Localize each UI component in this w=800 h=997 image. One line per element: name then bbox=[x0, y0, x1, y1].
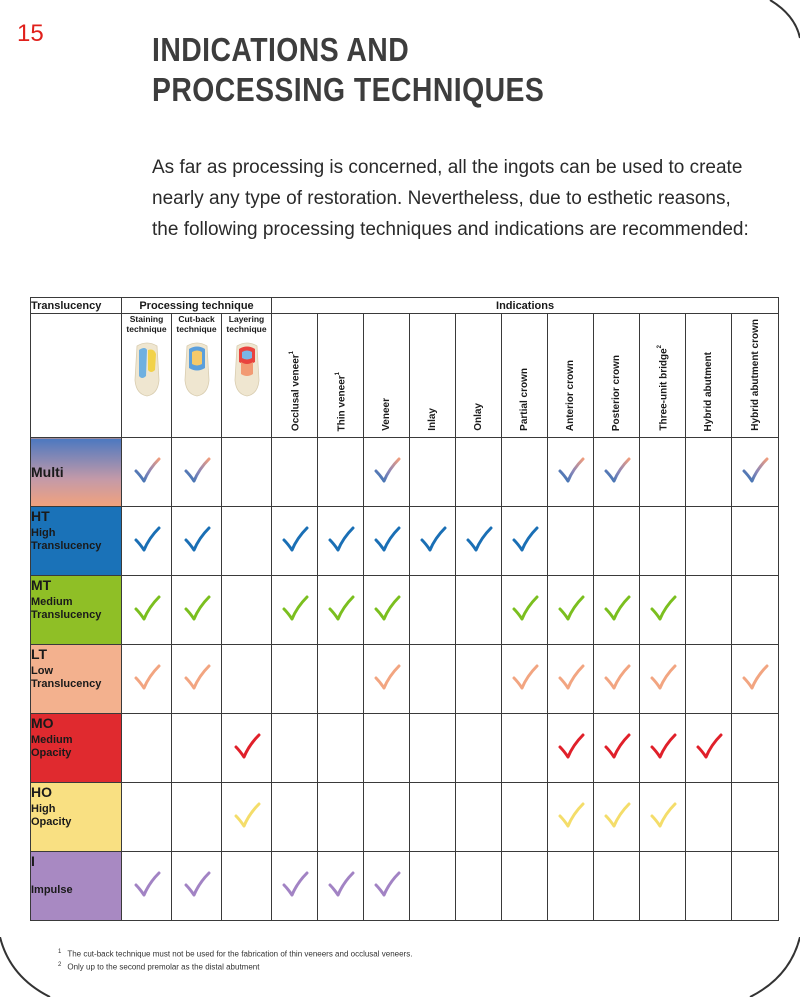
table-cell bbox=[686, 714, 732, 783]
table-cell bbox=[732, 714, 779, 783]
indication-column-header bbox=[410, 314, 456, 438]
table-cell bbox=[410, 507, 456, 576]
staining-tooth-icon bbox=[128, 340, 166, 398]
checkmark-icon bbox=[326, 524, 356, 554]
table-cell bbox=[594, 438, 640, 507]
checkmark-icon bbox=[602, 800, 632, 830]
table-cell bbox=[318, 783, 364, 852]
checkmark-icon bbox=[326, 869, 356, 899]
checkmark-icon bbox=[418, 524, 448, 554]
indication-label-text: Hybrid abutment crown bbox=[749, 319, 761, 431]
checkmark-icon bbox=[556, 662, 586, 692]
page-corner-arc-bottom-right bbox=[740, 937, 800, 997]
table-cell bbox=[594, 852, 640, 921]
table-cell bbox=[686, 576, 732, 645]
translucency-name-line2: Impulse bbox=[31, 884, 73, 896]
checkmark-icon bbox=[280, 524, 310, 554]
checkmark-icon bbox=[464, 524, 494, 554]
checkmark-icon bbox=[556, 455, 586, 485]
layering-tooth-icon bbox=[228, 340, 266, 398]
table-cell bbox=[732, 507, 779, 576]
table-row bbox=[31, 714, 779, 783]
translucency-abbreviation: I bbox=[31, 853, 35, 869]
translucency-label-cell bbox=[31, 576, 122, 645]
table-cell bbox=[640, 576, 686, 645]
table-cell bbox=[686, 507, 732, 576]
table-cell bbox=[502, 714, 548, 783]
translucency-name-line1: High bbox=[31, 803, 56, 815]
indication-label-text: Occlusal veneer bbox=[290, 354, 302, 431]
table-cell bbox=[410, 645, 456, 714]
indication-column-header bbox=[732, 314, 779, 438]
table-cell bbox=[364, 645, 410, 714]
checkmark-icon bbox=[232, 731, 262, 761]
table-cell bbox=[456, 438, 502, 507]
page-title bbox=[152, 30, 544, 110]
page-number: 15 bbox=[17, 20, 44, 47]
footnotes bbox=[58, 947, 412, 972]
translucency-name-line1: Low bbox=[31, 665, 53, 677]
table-cell bbox=[364, 852, 410, 921]
table-cell bbox=[640, 714, 686, 783]
table-subheader-row bbox=[31, 314, 779, 438]
table-cell bbox=[640, 783, 686, 852]
table-cell bbox=[732, 783, 779, 852]
checkmark-icon bbox=[372, 662, 402, 692]
translucency-name-line1: High bbox=[31, 527, 56, 539]
table-cell bbox=[318, 852, 364, 921]
table-cell bbox=[456, 783, 502, 852]
checkmark-icon bbox=[648, 800, 678, 830]
table-cell bbox=[222, 438, 272, 507]
indication-label-text: Onlay bbox=[473, 403, 484, 431]
checkmark-icon bbox=[602, 731, 632, 761]
checkmark-icon bbox=[648, 731, 678, 761]
table-cell bbox=[272, 783, 318, 852]
checkmark-icon bbox=[182, 869, 212, 899]
checkmark-icon bbox=[182, 455, 212, 485]
table-cell bbox=[122, 507, 172, 576]
indication-label-text: Veneer bbox=[381, 398, 392, 431]
table-cell bbox=[456, 852, 502, 921]
technique-label-line2: technique bbox=[226, 324, 267, 334]
indication-column-header bbox=[594, 314, 640, 438]
intro-paragraph: As far as processing is concerned, all the ingots can be used to create nearly any type of restoration. Nevertheless, due to esthetic reasons, the following processing techniques and indications are recommended: bbox=[152, 157, 749, 240]
table-cell bbox=[222, 783, 272, 852]
table-cell bbox=[122, 714, 172, 783]
table-cell bbox=[594, 507, 640, 576]
table-row bbox=[31, 852, 779, 921]
table-cell bbox=[594, 783, 640, 852]
checkmark-icon bbox=[556, 731, 586, 761]
table-cell bbox=[686, 645, 732, 714]
indications-table bbox=[30, 297, 779, 921]
checkmark-icon bbox=[232, 800, 262, 830]
table-cell bbox=[364, 507, 410, 576]
page-corner-arc-bottom-left bbox=[0, 937, 60, 997]
table-cell bbox=[732, 576, 779, 645]
indication-footnote-mark: 1 bbox=[335, 371, 342, 375]
cutback-tooth-icon bbox=[178, 340, 216, 398]
indication-label-text: Posterior crown bbox=[611, 354, 622, 431]
table-cell bbox=[548, 852, 594, 921]
table-cell bbox=[172, 576, 222, 645]
translucency-abbreviation: LT bbox=[31, 646, 48, 662]
table-cell bbox=[172, 852, 222, 921]
translucency-label-cell bbox=[31, 507, 122, 576]
technique-label-line2: technique bbox=[176, 324, 217, 334]
table-cell bbox=[222, 576, 272, 645]
table-cell bbox=[364, 714, 410, 783]
table-cell bbox=[548, 576, 594, 645]
translucency-label-cell bbox=[31, 714, 122, 783]
table-cell bbox=[172, 438, 222, 507]
header-processing-technique: Processing technique bbox=[122, 298, 272, 314]
technique-label-line2: technique bbox=[126, 324, 167, 334]
checkmark-icon bbox=[556, 593, 586, 623]
checkmark-icon bbox=[740, 662, 770, 692]
table-cell bbox=[640, 645, 686, 714]
checkmark-icon bbox=[602, 455, 632, 485]
table-cell bbox=[594, 714, 640, 783]
table-cell bbox=[456, 645, 502, 714]
translucency-name-line2: Translucency bbox=[31, 678, 102, 690]
table-row bbox=[31, 438, 779, 507]
indication-label-text: Hybrid abutment bbox=[703, 351, 714, 431]
indication-label bbox=[287, 351, 301, 431]
table-cell bbox=[410, 783, 456, 852]
table-cell bbox=[640, 852, 686, 921]
indication-column-header bbox=[686, 314, 732, 438]
table-cell bbox=[686, 783, 732, 852]
indication-label bbox=[565, 360, 576, 431]
table-cell bbox=[456, 507, 502, 576]
table-cell bbox=[502, 576, 548, 645]
table-cell bbox=[122, 852, 172, 921]
table-cell bbox=[456, 714, 502, 783]
indication-label bbox=[473, 403, 484, 431]
table-cell bbox=[594, 645, 640, 714]
table-row bbox=[31, 645, 779, 714]
checkmark-icon bbox=[132, 869, 162, 899]
table-cell bbox=[122, 783, 172, 852]
table-cell bbox=[122, 438, 172, 507]
translucency-name-line1: Medium bbox=[31, 596, 73, 608]
indication-footnote-mark: 1 bbox=[289, 350, 296, 355]
checkmark-icon bbox=[648, 593, 678, 623]
table-cell bbox=[364, 576, 410, 645]
table-cell bbox=[548, 507, 594, 576]
table-cell bbox=[172, 714, 222, 783]
translucency-name-line1: Medium bbox=[31, 734, 73, 746]
table-cell bbox=[410, 852, 456, 921]
table-cell bbox=[364, 783, 410, 852]
checkmark-icon bbox=[372, 869, 402, 899]
indication-label-text: Inlay bbox=[427, 408, 438, 431]
header-translucency: Translucency bbox=[31, 298, 122, 314]
table-cell bbox=[502, 783, 548, 852]
title-line-1: INDICATIONS AND bbox=[152, 31, 410, 68]
translucency-label-cell bbox=[31, 783, 122, 852]
table-cell bbox=[732, 852, 779, 921]
checkmark-icon bbox=[182, 662, 212, 692]
title-line-2: PROCESSING TECHNIQUES bbox=[152, 71, 545, 108]
table-cell bbox=[686, 852, 732, 921]
checkmark-icon bbox=[132, 524, 162, 554]
table-cell bbox=[456, 576, 502, 645]
translucency-abbreviation: HT bbox=[31, 508, 50, 524]
checkmark-icon bbox=[372, 593, 402, 623]
technique-label-line1: Layering bbox=[228, 314, 265, 324]
table-cell bbox=[122, 645, 172, 714]
checkmark-icon bbox=[740, 455, 770, 485]
table-cell bbox=[318, 438, 364, 507]
checkmark-icon bbox=[326, 593, 356, 623]
table-cell bbox=[222, 507, 272, 576]
table-cell bbox=[272, 852, 318, 921]
table-cell bbox=[172, 507, 222, 576]
checkmark-icon bbox=[280, 869, 310, 899]
table-row bbox=[31, 576, 779, 645]
translucency-abbreviation: MT bbox=[31, 577, 52, 593]
indication-label-text: Thin veneer bbox=[336, 374, 348, 431]
translucency-label-cell bbox=[31, 645, 122, 714]
footnote-1: $^1$ The cut-back technique must not be used for the fabrication of thin veneers and occlusal veneers. bbox=[58, 949, 413, 959]
indication-column-header bbox=[318, 314, 364, 438]
header-indications: Indications bbox=[272, 298, 779, 314]
table-cell bbox=[272, 576, 318, 645]
table-cell bbox=[502, 852, 548, 921]
indication-column-header bbox=[272, 314, 318, 438]
translucency-abbreviation: HO bbox=[31, 784, 52, 800]
table-header-row bbox=[31, 298, 779, 314]
translucency-abbreviation: Multi bbox=[31, 464, 64, 480]
table-row bbox=[31, 507, 779, 576]
technique-label-line1: Cut-back bbox=[178, 314, 215, 324]
checkmark-icon bbox=[510, 593, 540, 623]
indication-label-text: Anterior crown bbox=[565, 359, 576, 431]
table-cell bbox=[410, 576, 456, 645]
technique-label-line1: Staining bbox=[129, 314, 164, 324]
technique-column-header bbox=[172, 314, 222, 438]
footnote-2: $^2$ Only up to the second premolar as the distal abutment bbox=[58, 961, 260, 972]
table-cell bbox=[686, 438, 732, 507]
indication-label bbox=[333, 372, 347, 431]
table-cell bbox=[364, 438, 410, 507]
table-cell bbox=[172, 645, 222, 714]
checkmark-icon bbox=[372, 524, 402, 554]
table-cell bbox=[410, 438, 456, 507]
indication-label-text: Partial crown bbox=[519, 368, 530, 431]
table-cell bbox=[548, 783, 594, 852]
checkmark-icon bbox=[132, 662, 162, 692]
indication-label bbox=[427, 408, 438, 431]
table-cell bbox=[318, 576, 364, 645]
table-cell bbox=[222, 645, 272, 714]
translucency-name-line2: Opacity bbox=[31, 816, 72, 828]
table-cell bbox=[222, 714, 272, 783]
indication-column-header bbox=[548, 314, 594, 438]
translucency-abbreviation: MO bbox=[31, 715, 54, 731]
table-cell bbox=[318, 507, 364, 576]
table-cell bbox=[548, 438, 594, 507]
table-cell bbox=[272, 438, 318, 507]
table-cell bbox=[410, 714, 456, 783]
indication-column-header bbox=[640, 314, 686, 438]
technique-column-header bbox=[222, 314, 272, 438]
page-corner-arc-top bbox=[760, 0, 800, 40]
checkmark-icon bbox=[132, 455, 162, 485]
table-cell bbox=[502, 507, 548, 576]
checkmark-icon bbox=[510, 662, 540, 692]
indication-label bbox=[381, 398, 392, 431]
checkmark-icon bbox=[372, 455, 402, 485]
table-cell bbox=[272, 507, 318, 576]
checkmark-icon bbox=[602, 662, 632, 692]
technique-column-header bbox=[122, 314, 172, 438]
table-cell bbox=[548, 645, 594, 714]
table-cell bbox=[318, 645, 364, 714]
translucency-label-cell bbox=[31, 438, 122, 507]
table-cell bbox=[502, 645, 548, 714]
table-cell bbox=[272, 645, 318, 714]
indication-column-header bbox=[364, 314, 410, 438]
table-cell bbox=[640, 507, 686, 576]
table-row bbox=[31, 783, 779, 852]
checkmark-icon bbox=[280, 593, 310, 623]
indication-label-text: Three-unit bridge bbox=[658, 348, 670, 431]
checkmark-icon bbox=[648, 662, 678, 692]
indication-label bbox=[655, 345, 669, 431]
checkmark-icon bbox=[694, 731, 724, 761]
checkmark-icon bbox=[556, 800, 586, 830]
indication-label bbox=[750, 319, 761, 431]
checkmark-icon bbox=[132, 593, 162, 623]
checkmark-icon bbox=[602, 593, 632, 623]
indication-label bbox=[611, 355, 622, 431]
checkmark-icon bbox=[182, 524, 212, 554]
table-cell bbox=[318, 714, 364, 783]
table-cell bbox=[594, 576, 640, 645]
checkmark-icon bbox=[182, 593, 212, 623]
table-cell bbox=[732, 438, 779, 507]
translucency-name-line2: Opacity bbox=[31, 747, 72, 759]
indication-label bbox=[519, 368, 530, 431]
table-cell bbox=[732, 645, 779, 714]
indication-label bbox=[703, 352, 714, 431]
translucency-name-line2: Translucency bbox=[31, 540, 102, 552]
table-cell bbox=[172, 783, 222, 852]
table-cell bbox=[122, 576, 172, 645]
table-cell bbox=[640, 438, 686, 507]
table-cell bbox=[222, 852, 272, 921]
checkmark-icon bbox=[510, 524, 540, 554]
subheader-blank bbox=[31, 314, 122, 438]
table-cell bbox=[502, 438, 548, 507]
translucency-name-line2: Translucency bbox=[31, 609, 102, 621]
indication-column-header bbox=[502, 314, 548, 438]
indication-column-header bbox=[456, 314, 502, 438]
table-cell bbox=[548, 714, 594, 783]
translucency-label-cell bbox=[31, 852, 122, 921]
indication-footnote-mark: 2 bbox=[657, 345, 664, 349]
table-cell bbox=[272, 714, 318, 783]
